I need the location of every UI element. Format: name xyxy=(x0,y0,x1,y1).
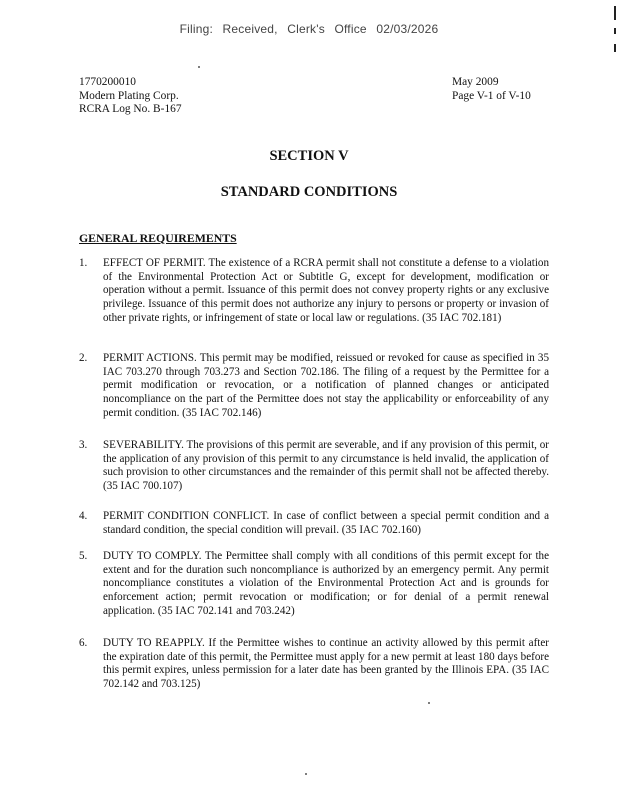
item-text: DUTY TO COMPLY. The Permittee shall comply with all conditions of this permit except for the extent and for the duration such noncompliance is authorized by an emergency permit. Any permit noncompliance constitutes a violation of the Environmental Protection Act and is grounds for enforcement action; permit revocation or modification; or for denial of a permit renewal application. (35 IAC 702.141 and 703.242) xyxy=(103,550,549,617)
scan-edge-mark xyxy=(614,44,616,52)
item-number: 6. xyxy=(79,637,88,649)
condition-item xyxy=(79,439,549,494)
item-number: 4. xyxy=(79,510,88,522)
section-subtitle: STANDARD CONDITIONS xyxy=(220,184,398,200)
scan-speck xyxy=(305,773,307,775)
facility-id: 1770200010 xyxy=(79,76,136,88)
item-text: EFFECT OF PERMIT. The existence of a RCRA permit shall not constitute a defense to a violation of the Environmental Protection Act or Subtitle G, except for development, modification or operation without a permit. Issuance of this permit does not convey property rights or any exclusive privilege. Issuance of this permit does not authorize any injury to persons or property or invasion of other private rights, or infringement of state or local law or regulations. (35 IAC 702.181) xyxy=(103,257,549,324)
document-header-right xyxy=(452,76,531,103)
scan-speck xyxy=(428,702,430,704)
general-requirements-heading: GENERAL REQUIREMENTS xyxy=(79,231,237,245)
condition-item xyxy=(79,257,549,326)
condition-item xyxy=(79,637,549,692)
log-number: RCRA Log No. B-167 xyxy=(79,103,182,115)
condition-item xyxy=(79,352,549,421)
section-title: SECTION V xyxy=(269,148,349,164)
scan-edge-mark xyxy=(614,28,616,34)
item-text: SEVERABILITY. The provisions of this permit are severable, and if any provision of this permit, or the application of any provision of this permit to any circumstance is held invalid, the application of such provision to other circumstances and the remainder of this permit shall not be affected thereby. (35 IAC 700.107) xyxy=(103,439,549,493)
page-number: Page V-1 of V-10 xyxy=(452,89,531,102)
condition-item xyxy=(79,550,549,619)
item-text: PERMIT CONDITION CONFLICT. In case of conflict between a special permit condition and a standard condition, the special condition will prevail. (35 IAC 702.160) xyxy=(103,510,549,536)
scan-speck xyxy=(198,66,200,68)
scan-edge-mark xyxy=(614,6,616,20)
item-number: 3. xyxy=(79,439,88,451)
filing-stamp: Filing: Received, Clerk's Office 02/03/2026 xyxy=(179,22,439,36)
item-number: 1. xyxy=(79,257,88,269)
document-date: May 2009 xyxy=(452,76,499,88)
item-text: DUTY TO REAPPLY. If the Permittee wishes to continue an activity allowed by this permit after the expiration date of this permit, the Permittee must apply for a new permit at least 180 days before this permit expires, unless permission for a later date has been granted by the Illinois EPA. (35 IAC 702.142 and 703.125) xyxy=(103,637,549,691)
item-number: 2. xyxy=(79,352,88,364)
document-header-left xyxy=(79,76,182,117)
condition-item xyxy=(79,510,549,537)
item-number: 5. xyxy=(79,550,88,562)
company-name: Modern Plating Corp. xyxy=(79,89,179,102)
item-text: PERMIT ACTIONS. This permit may be modified, reissued or revoked for cause as specified in 35 IAC 703.270 through 703.273 and Section 702.186. The filing of a request by the Permittee for a permit modification or revocation, or a notification of planned changes or anticipated noncompliance on the part of the Permittee does not stay the applicability or enforceability of any permit condition. (35 IAC 702.146) xyxy=(103,352,549,419)
